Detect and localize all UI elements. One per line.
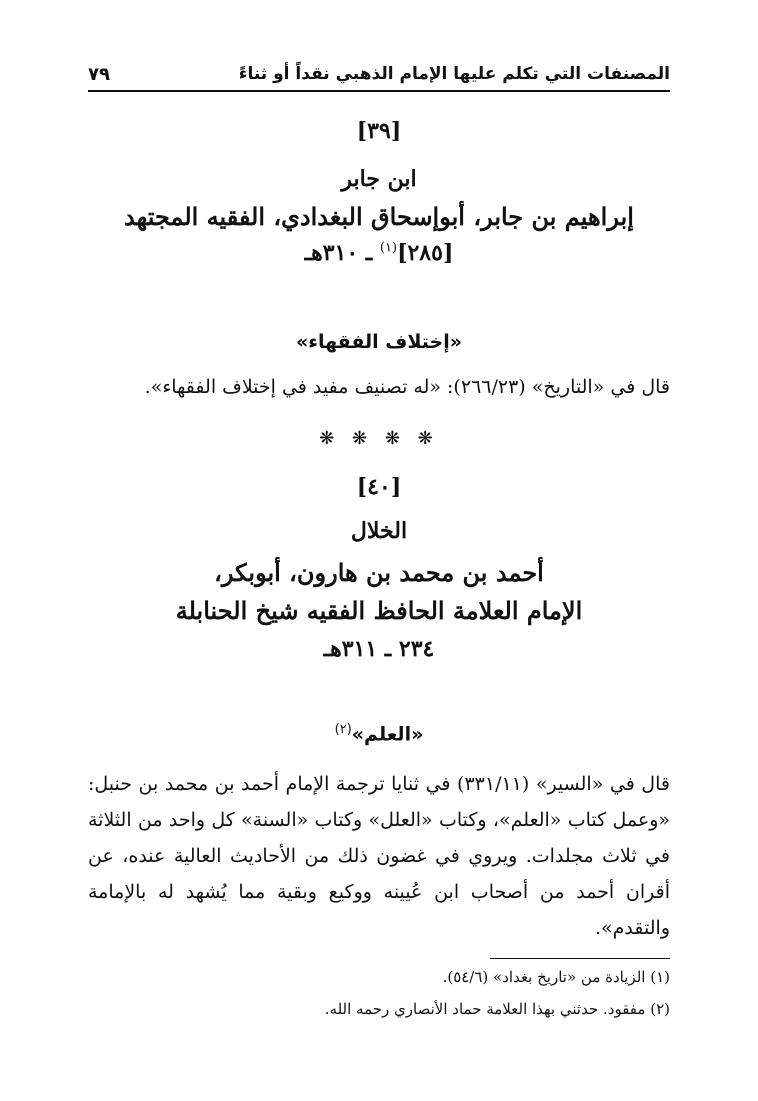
footnote-ref-1: (١) <box>379 240 398 256</box>
entry-40-book-title: «العلم» <box>351 723 424 746</box>
entry-39-number: [٣٩] <box>356 118 402 144</box>
entry-39-book-title: «إختلاف الفقهاء» <box>295 331 462 353</box>
entry-39-text: قال في «التاريخ» (٢٦٦/٢٣): «له تصنيف مفيد في إختلاف الفقهاء». <box>144 376 670 398</box>
entry-39-dates-bracket: [٢٨٥] <box>397 240 454 266</box>
footnote-2-num: (٢) <box>650 1000 670 1018</box>
footnote-1 <box>88 968 670 986</box>
entry-40-book-title-wrap <box>88 722 670 745</box>
entry-40-short-name: الخلال <box>350 518 408 544</box>
footnote-2-text: مفقود. حدثني بهذا العلامة حماد الأنصاري رحمه الله. <box>324 1000 646 1018</box>
entry-40-full-name-line1: أحمد بن محمد بن هارون، أبوبكر، <box>214 558 544 587</box>
footnote-rule <box>490 958 670 959</box>
entry-39-dates-rest: ـ ٣١٠هـ <box>304 240 373 266</box>
page-number: ٧٩ <box>88 63 110 85</box>
header-title: المصنفات التي تكلم عليها الإمام الذهبي نقداً أو ثناءً <box>238 64 670 84</box>
entry-40-dates: ٢٣٤ ـ ٣١١هـ <box>323 636 435 662</box>
entry-39-dates <box>88 240 670 266</box>
footnote-ref-2: (٢) <box>334 722 352 737</box>
entry-39-short-name: ابن جابر <box>341 166 417 192</box>
entry-40-number: [٤٠] <box>356 474 402 500</box>
section-separator: ❋ ❋ ❋ ❋ <box>319 428 439 449</box>
entry-40-full-name-line2: الإمام العلامة الحافظ الفقيه شيخ الحنابلة <box>175 596 583 625</box>
running-header <box>88 58 670 92</box>
entry-40-paragraph: قال في «السير» (٣٣١/١١) في ثنايا ترجمة الإمام أحمد بن محمد بن حنبل: «وعمل كتاب «العلم»، وكتاب «العلل» وكتاب «السنة» كل واحد من الثلاثة في ثلاث مجلدات. ويروي في غضون ذلك من الأحاديث العالية عنده، عن أقران أحمد من أصحاب ابن عُيينه ووكيع وبقية مما يُشهد له بالإمامة والتقدم». <box>88 773 670 939</box>
footnote-1-text: الزيادة من «تاريخ بغداد» (٥٤/٦). <box>442 968 646 986</box>
entry-39-full-name: إبراهيم بن جابر، أبوإسحاق البغدادي، الفقيه المجتهد <box>124 202 634 231</box>
footnote-2 <box>88 1000 670 1018</box>
footnote-1-num: (١) <box>650 968 670 986</box>
